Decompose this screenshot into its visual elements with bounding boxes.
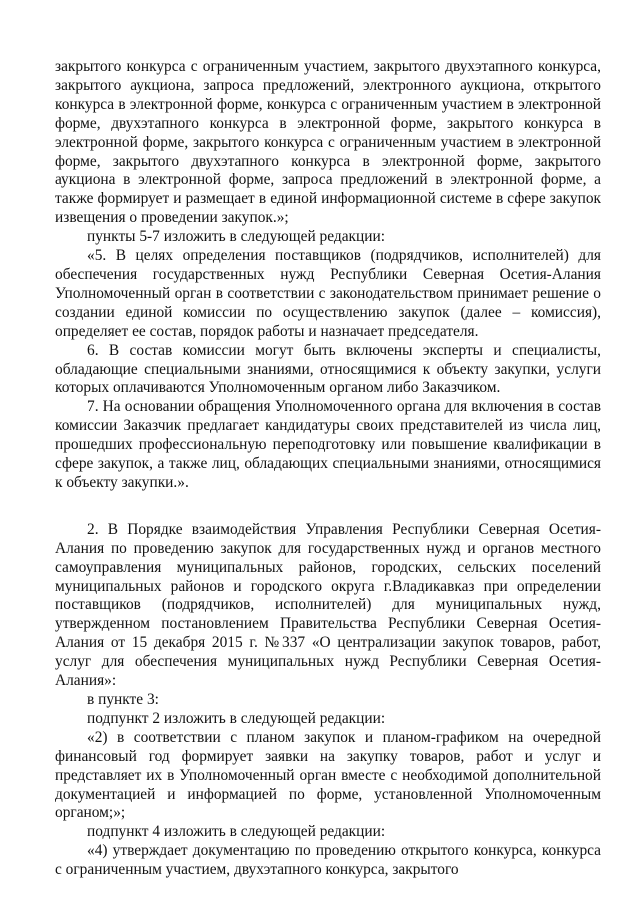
paragraph-subpoint-4-intro: подпункт 4 изложить в следующей редакции: — [87, 823, 386, 841]
paragraph-subpoint-2: «2) в соответствии с планом закупок и планом-графиком на очередной финансовый год формирует заявки на закупку товаров, работ и услуг и представляет их в Уполномоченный орган вместе с необходимой дополнительной документацией и информацией по форме, установленной Уполномоченным органом;»; — [55, 728, 601, 822]
paragraph-point-6: 6. В состав комиссии могут быть включены эксперты и специалисты, обладающие специальными знаниями, относящимися к объекту закупки, услуги которых оплачиваются Уполномоченным органом либо Заказчиком. — [55, 341, 601, 397]
paragraph-point-5: «5. В целях определения поставщиков (подрядчиков, исполнителей) для обеспечения государственных нужд Республики Северная Осетия-Алания Уполномоченный орган в соответствии с законодательством принимает решение о создании единой комиссии по осуществлению закупок (далее – комиссия), определяет ее состав, порядок работы и назначает председателя. — [55, 247, 601, 340]
paragraph-points-5-7-intro: пункты 5-7 изложить в следующей редакции: — [87, 228, 385, 246]
paragraph-section-2: 2. В Порядке взаимодействия Управления Республики Северная Осетия-Алания по проведению закупок для государственных нужд и органов местного самоуправления муниципальных районов, городских, сельских поселений муниципальных районов и городского округа г.Владикавказ при определении поставщиков (подрядчиков, исполнителей) для муниципальных нужд, утвержденном постановлением Правительства Республики Северная Осетия-Алания от 15 декабря 2015 г. №337 «О централизации закупок товаров, работ, услуг для обеспечения муниципальных нужд Республики Северная Осетия-Алания»: — [55, 520, 601, 690]
paragraph-continuation: закрытого конкурса с ограниченным участием, закрытого двухэтапного конкурса, закрытого аукциона, запроса предложений, электронного аукциона, открытого конкурса в электронной форме, конкурса с ограниченным участием в электронной форме, двухэтапного конкурса в электронной форме, закрытого конкурса в электронной форме, закрытого конкурса с ограниченным участием в электронной форме, закрытого двухэтапного конкурса в электронной форме, закрытого аукциона в электронной форме, запроса предложений в электронной форме, а также формирует и размещает в единой информационной системе в сфере закупок извещения о проведении закупок.»; — [55, 58, 601, 227]
paragraph-subpoint-4: «4) утверждает документацию по проведению открытого конкурса, конкурса с ограниченным участием, двухэтапного конкурса, закрытого — [55, 842, 601, 879]
paragraph-subpoint-2-intro: подпункт 2 изложить в следующей редакции: — [87, 709, 386, 727]
document-page — [55, 58, 601, 880]
paragraph-in-point-3: в пункте 3: — [87, 691, 159, 708]
paragraph-point-7: 7. На основании обращения Уполномоченного органа для включения в состав комиссии Заказчик предлагает кандидатуры своих представителей из числа лиц, прошедших профессиональную переподготовку или повышение квалификации в сфере закупок, а также лиц, обладающих специальными знаниями, относящимися к объекту закупки.». — [55, 398, 601, 491]
section-gap — [55, 493, 601, 521]
